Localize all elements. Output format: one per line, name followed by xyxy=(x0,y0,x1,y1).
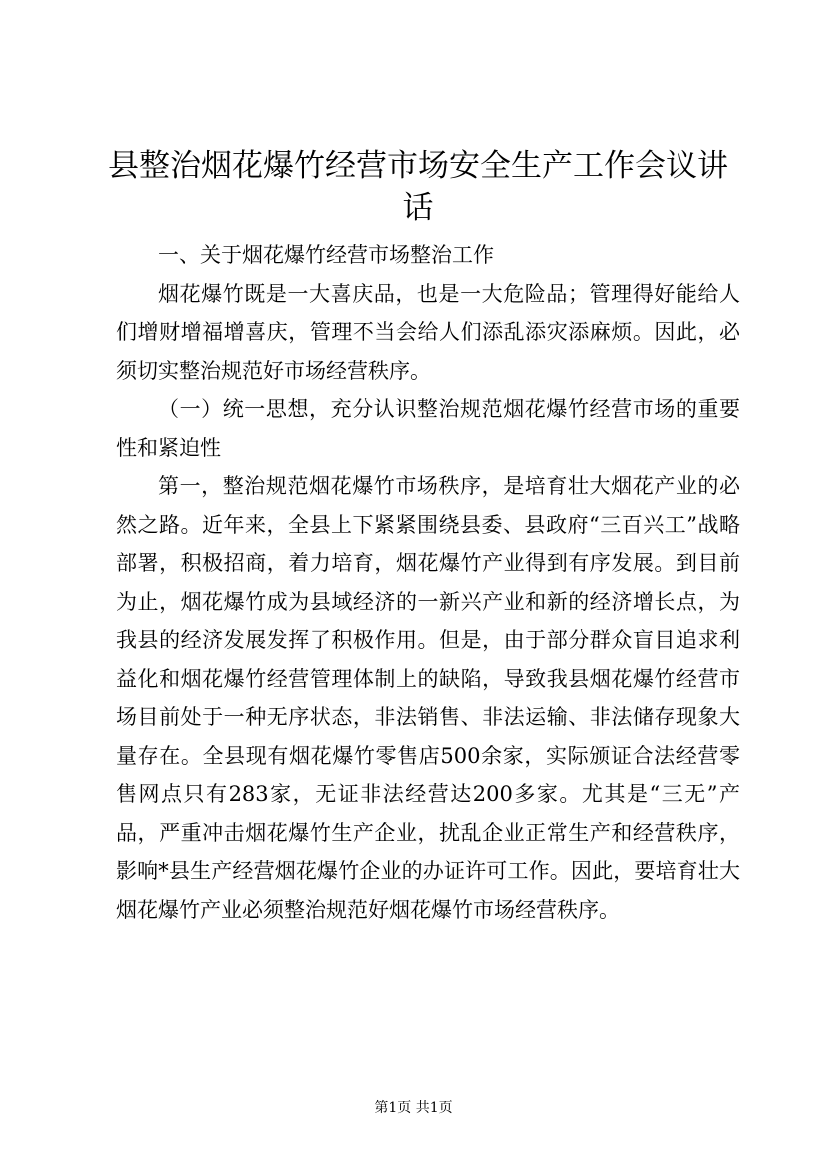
subsection-heading: （一）统一思想，充分认识整治规范烟花爆竹经营市场的重要性和紧迫性 xyxy=(116,397,740,460)
document-body xyxy=(116,236,740,929)
page-footer: 第1页 共1页 xyxy=(374,1100,453,1116)
section-heading: 一、关于烟花爆竹经营市场整治工作 xyxy=(158,243,494,267)
body-paragraph: 烟花爆竹既是一大喜庆品，也是一大危险品；管理得好能给人们增财增福增喜庆，管理不当会给人们添乱添灾添麻烦。因此，必须切实整治规范好市场经营秩序。 xyxy=(116,281,740,383)
body-paragraph: 第一，整治规范烟花爆竹市场秩序，是培育壮大烟花产业的必然之路。近年来，全县上下紧紧围绕县委、县政府“三百兴工”战略部署，积极招商，着力培育，烟花爆竹产业得到有序发展。到目前为止，烟花爆竹成为县域经济的一新兴产业和新的经济增长点，为我县的经济发展发挥了积极作用。但是，由于部分群众盲目追求利益化和烟花爆竹经营管理体制上的缺陷，导致我县烟花爆竹经营市场目前处于一种无序状态，非法销售、非法运输、非法储存现象大量存在。全县现有烟花爆竹零售店500余家，实际颁证合法经营零售网点只有283家，无证非法经营达200多家。尤其是“三无”产品，严重冲击烟花爆竹生产企业，扰乱企业正常生产和经营秩序，影响*县生产经营烟花爆竹企业的办证许可工作。因此，要培育壮大烟花爆竹产业必须整治规范好烟花爆竹市场经营秩序。 xyxy=(116,474,740,922)
document-title: 县整治烟花爆竹经营市场安全生产工作会议讲话 xyxy=(108,148,728,226)
